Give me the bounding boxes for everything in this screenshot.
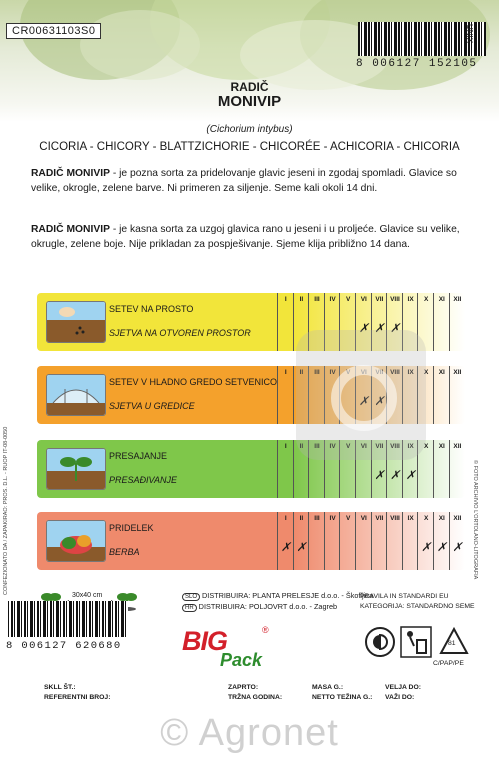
month-mark: ✗ xyxy=(374,468,385,482)
month-label: IV xyxy=(329,515,336,522)
month-mark: ✗ xyxy=(421,540,432,554)
masa-label: MASA G.: xyxy=(312,684,344,691)
month-cell xyxy=(433,440,450,498)
description-lead: RADIČ MONIVIP xyxy=(31,168,110,179)
month-cell xyxy=(433,293,450,351)
month-cell xyxy=(293,512,310,570)
plant-spacing: 30x40 cm xyxy=(72,592,103,599)
activity-label-sl: PRESAJANJE xyxy=(109,451,168,461)
harvest-icon xyxy=(46,520,106,562)
month-label: III xyxy=(314,296,320,303)
month-label: VII xyxy=(375,443,384,450)
velja-label: VELJA DO: xyxy=(385,684,422,691)
month-label: V xyxy=(346,515,351,522)
month-mark: ✗ xyxy=(358,321,369,335)
logo-big: BIG xyxy=(182,626,228,656)
green-dot-icon xyxy=(364,626,396,658)
trzna-label: TRŽNA GODINA: xyxy=(228,694,283,701)
month-label: XI xyxy=(438,443,445,450)
month-label: III xyxy=(314,515,320,522)
month-label: IV xyxy=(329,369,336,376)
distribution-label: DISTRIBUIRA: PLANTA PRELESJE d.o.o. - Škofljica xyxy=(202,591,374,600)
standards-line1: PRAVILA IN STANDARDI EU xyxy=(360,593,449,600)
country-badge: HR xyxy=(182,604,197,612)
month-label: I xyxy=(284,369,287,376)
country-badge: SLO xyxy=(182,593,200,601)
sowing-icon xyxy=(46,301,106,343)
month-label: IX xyxy=(407,296,414,303)
month-label: XII xyxy=(453,515,462,522)
month-label: XI xyxy=(438,296,445,303)
activity-label-sl: PRIDELEK xyxy=(109,523,154,533)
month-mark: ✗ xyxy=(389,468,401,482)
month-label: XI xyxy=(438,515,445,522)
month-mark: ✗ xyxy=(389,321,401,335)
month-cell xyxy=(371,512,388,570)
activity-label-sl: SETEV V HLADNO GREDO SETVENICO xyxy=(109,377,278,387)
month-label: IX xyxy=(407,515,414,522)
month-cell xyxy=(449,366,466,424)
month-label: XI xyxy=(438,369,445,376)
month-label: I xyxy=(284,515,287,522)
description-text: - je pozna sorta za pridelovanje glavic jeseni in zgodaj spomladi. Glavice so velike, okrogle, zelene barve. Ni primeren za siljenje. Seme kali okoli 14 dni. xyxy=(31,168,457,194)
month-mark: ✗ xyxy=(296,540,307,554)
month-label: III xyxy=(314,443,320,450)
month-cell xyxy=(355,512,372,570)
description-lead: RADIČ MONIVIP xyxy=(31,224,110,235)
month-label: VIII xyxy=(390,296,400,303)
barcode-bottom-number: 8 006127 620680 xyxy=(6,640,122,652)
month-label: III xyxy=(314,369,320,376)
month-mark: ✗ xyxy=(436,540,447,554)
month-label: VI xyxy=(360,369,367,376)
month-mark: ✗ xyxy=(374,321,385,335)
month-cell xyxy=(339,512,356,570)
month-cell xyxy=(449,512,466,570)
vazi-label: VAŽI DO: xyxy=(385,694,415,701)
month-cell xyxy=(386,512,403,570)
month-label: X xyxy=(424,369,429,376)
month-label: II xyxy=(299,369,304,376)
distribution-label: DISTRIBUIRA: POLJOVRT d.o.o. - Zagreb xyxy=(198,602,338,611)
neto-label: NETTO TEŽINA G.: xyxy=(312,694,373,701)
activity-label-hr: SJETVA NA OTVOREN PROSTOR xyxy=(109,328,251,338)
month-cell xyxy=(277,366,294,424)
month-grid xyxy=(277,512,465,570)
description-text: - je kasna sorta za uzgoj glavica rano u jeseni i u proljeće. Glavice su velike, okrugle, zelene boje. Nije prikladan za pospješivanje. Sjeme klija približno 14 dana. xyxy=(31,224,460,250)
tidyman-icon xyxy=(400,626,432,658)
logo-registered: ® xyxy=(262,625,269,635)
skll-label: SKLL ŠT.: xyxy=(44,684,76,691)
watermark-logo xyxy=(296,330,426,460)
month-label: I xyxy=(284,443,287,450)
zaprto-label: ZAPRTO: xyxy=(228,684,259,691)
month-label: X xyxy=(424,515,429,522)
month-label: V xyxy=(346,369,351,376)
unix-label: UNIX xyxy=(465,24,474,44)
month-label: IV xyxy=(329,296,336,303)
month-label: II xyxy=(299,515,304,522)
greenhouse-icon xyxy=(46,374,106,416)
month-cell xyxy=(433,512,450,570)
month-label: XII xyxy=(453,369,462,376)
month-label: VIII xyxy=(390,443,400,450)
month-label: IV xyxy=(329,443,336,450)
description-sl xyxy=(31,166,471,196)
agronet-watermark: © Agronet xyxy=(160,712,339,754)
month-label: VII xyxy=(375,296,384,303)
distribution-slo xyxy=(182,591,373,601)
month-label: VIII xyxy=(390,369,400,376)
month-mark: ✗ xyxy=(358,394,369,408)
month-label: I xyxy=(284,296,287,303)
multilingual-names: CICORIA - CHICORY - BLATTZICHORIE - CHICORÉE - ACHICORIA - CHICORIA xyxy=(39,141,460,153)
bigpack-logo xyxy=(178,626,278,676)
activity-label-hr: SJETVA U GREDICE xyxy=(109,401,195,411)
recycle-code: 81 xyxy=(448,640,456,647)
month-mark: ✗ xyxy=(374,394,385,408)
month-mark: ✗ xyxy=(405,468,416,482)
month-label: VIII xyxy=(390,515,400,522)
month-label: VI xyxy=(360,296,367,303)
title-line1: RADIČ xyxy=(230,80,269,94)
month-cell xyxy=(449,293,466,351)
standards-line2: KATEGORIJA: STANDARDNO SEME xyxy=(360,603,475,610)
month-label: XII xyxy=(453,296,462,303)
month-label: V xyxy=(346,296,351,303)
month-label: IX xyxy=(407,369,414,376)
side-text-right: © FOTO ARCHIVIO L'ORTOLANO-LITOGRAFIA xyxy=(472,460,478,580)
harvest-band xyxy=(37,512,465,570)
recycle-material: C/PAP/PE xyxy=(433,660,464,667)
month-cell xyxy=(277,512,294,570)
month-cell xyxy=(433,366,450,424)
barcode-top-number: 8 006127 152105 xyxy=(356,58,478,70)
month-label: XII xyxy=(453,443,462,450)
barcode-bottom xyxy=(8,601,128,637)
logo-pack: Pack xyxy=(220,650,263,670)
latin-name: (Cichorium intybus) xyxy=(206,124,293,135)
month-label: VI xyxy=(360,443,367,450)
month-label: VII xyxy=(375,515,384,522)
title-line2: MONIVIP xyxy=(217,93,282,110)
month-cell xyxy=(324,512,341,570)
month-cell xyxy=(402,512,419,570)
distribution-hr xyxy=(182,602,337,612)
month-label: II xyxy=(299,443,304,450)
reference-label: REFERENTNI BROJ: xyxy=(44,694,111,701)
month-cell xyxy=(417,512,434,570)
product-code: CR00631103S0 xyxy=(6,23,101,39)
month-label: IX xyxy=(407,443,414,450)
month-label: V xyxy=(346,443,351,450)
month-mark: ✗ xyxy=(452,540,463,554)
transplant-icon xyxy=(46,448,106,490)
month-cell xyxy=(449,440,466,498)
side-text-left: CONFEZIONATO DA / ZAPAKIRAO: PROS. D.L. - RUOP IT-08-0050 xyxy=(3,426,9,595)
month-cell xyxy=(277,440,294,498)
month-mark: ✗ xyxy=(280,540,291,554)
month-label: II xyxy=(299,296,304,303)
activity-label-sl: SETEV NA PROSTO xyxy=(109,304,194,314)
activity-label-hr: BERBA xyxy=(109,547,140,557)
activity-label-hr: PRESAĐIVANJE xyxy=(109,475,178,485)
month-cell xyxy=(308,512,325,570)
month-label: VI xyxy=(360,515,367,522)
month-label: VII xyxy=(375,369,384,376)
month-label: X xyxy=(424,443,429,450)
month-label: X xyxy=(424,296,429,303)
description-hr xyxy=(31,222,471,252)
month-cell xyxy=(277,293,294,351)
